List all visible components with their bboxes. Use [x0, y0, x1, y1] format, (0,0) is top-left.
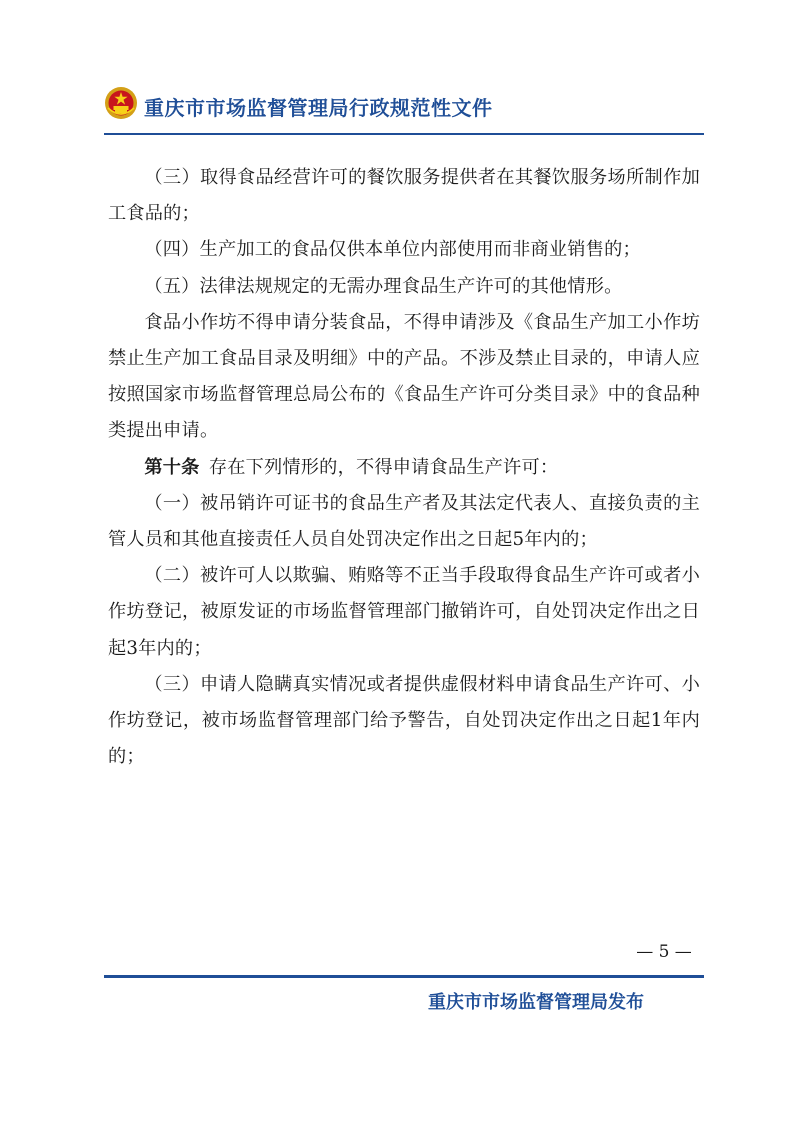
document-body — [108, 160, 700, 775]
body-paragraph: （三）取得食品经营许可的餐饮服务提供者在其餐饮服务场所制作加工食品的； — [108, 167, 700, 225]
footer-divider — [104, 975, 704, 978]
article-10-intro-paragraph — [108, 450, 700, 486]
body-paragraph: （四）生产加工的食品仅供本单位内部使用而非商业销售的； — [144, 239, 641, 261]
page-number: — 5 — — [636, 942, 692, 962]
body-paragraph: 食品小作坊不得申请分装食品，不得申请涉及《食品生产加工小作坊禁止生产加工食品目录及明细》中的产品。不涉及禁止目录的，申请人应按照国家市场监督管理总局公布的《食品生产许可分类目录》中的食品种类提出申请。 — [108, 311, 700, 442]
article-item: （一）被吊销许可证书的食品生产者及其法定代表人、直接负责的主管人员和其他直接责任人员自处罚决定作出之日起5年内的； — [108, 492, 700, 551]
article-intro: 存在下列情形的，不得申请食品生产许可： — [208, 456, 559, 478]
article-item: （二）被许可人以欺骗、贿赂等不正当手段取得食品生产许可或者小作坊登记，被原发证的市场监督管理部门撤销许可，自处罚决定作出之日起3年内的； — [108, 565, 700, 659]
header-divider — [104, 133, 704, 135]
document-header — [104, 84, 704, 132]
body-paragraph: （五）法律法规规定的无需办理食品生产许可的其他情形。 — [144, 275, 623, 297]
article-item: （三）申请人隐瞒真实情况或者提供虚假材料申请食品生产许可、小作坊登记，被市场监督管理部门给予警告，自处罚决定作出之日起1年内的； — [108, 673, 700, 768]
national-emblem-icon — [104, 86, 138, 120]
footer-publisher: 重庆市市场监督管理局发布 — [428, 992, 644, 1013]
header-title: 重庆市市场监督管理局行政规范性文件 — [144, 96, 493, 120]
article-number: 第十条 — [144, 456, 200, 478]
